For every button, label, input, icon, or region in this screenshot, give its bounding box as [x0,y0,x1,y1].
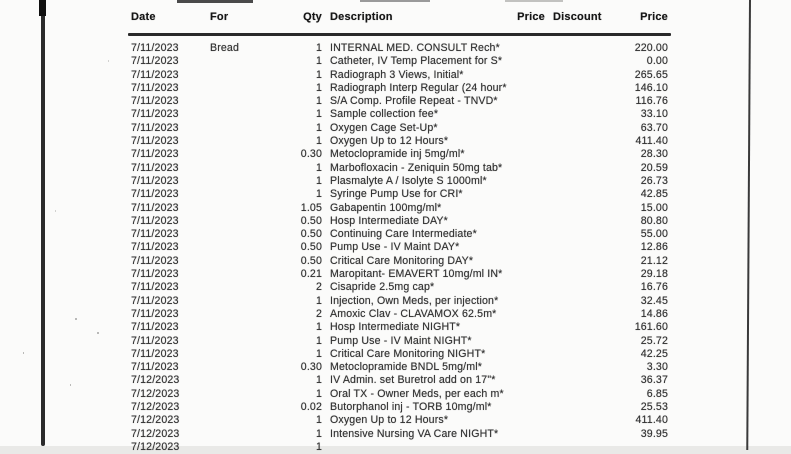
table-header-row [0,11,791,25]
row-description: Maropitant- EMAVERT 10mg/ml IN* [330,268,503,281]
row-qty: 0.30 [300,148,322,161]
row-qty: 1 [315,95,322,108]
row-description: Syringe Pump Use for CRI* [330,188,463,201]
row-price: 116.76 [635,95,668,108]
row-qty: 1 [315,321,322,334]
row-date: 7/11/2023 [131,241,179,254]
row-qty: 1.05 [300,201,322,214]
row-description: INTERNAL MED. CONSULT Rech* [330,42,500,54]
row-price: 265.65 [634,68,668,81]
row-qty: 1 [315,121,322,134]
row-qty: 1 [315,188,322,201]
row-price: 3.30 [646,361,668,374]
table-row [0,95,791,108]
row-date: 7/11/2023 [131,55,179,68]
row-date: 7/12/2023 [131,427,180,440]
row-description: Injection, Own Meds, per injection* [330,294,499,307]
row-date: 7/12/2023 [131,440,180,453]
row-date: 7/11/2023 [131,68,179,81]
row-price: 12.86 [640,241,668,254]
table-row [0,82,791,95]
row-qty: 1 [315,374,322,387]
row-description: Plasmalyte A / Isolyte S 1000ml* [330,174,487,187]
row-qty: 1 [315,347,322,360]
row-date: 7/11/2023 [131,334,179,347]
table-row [0,281,791,294]
row-description: Cisapride 2.5mg cap* [330,281,435,294]
row-qty: 1 [315,334,322,347]
row-qty: 0.30 [300,361,322,374]
row-date: 7/11/2023 [131,81,179,94]
table-row [0,414,791,427]
row-price: 20.59 [640,161,668,174]
row-price: 63.70 [640,121,668,134]
row-qty: 1 [315,174,322,187]
row-description: IV Admin. set Buretrol add on 17"* [330,374,496,387]
row-qty: 1 [315,414,322,427]
scan-top-artifact [360,0,430,2]
row-description: Sample collection fee* [330,108,439,121]
table-row [0,162,791,175]
row-description: Critical Care Monitoring DAY* [330,254,474,267]
row-description: Oxygen Cage Set-Up* [330,121,438,134]
row-price: 161.60 [634,321,668,334]
row-description: Hosp Intermediate DAY* [330,214,448,227]
row-qty: 2 [315,307,322,320]
table-row [0,401,791,414]
column-header-discount: Discount [553,11,602,23]
row-qty: 0.02 [300,401,322,414]
table-row [0,135,791,148]
row-description: Butorphanol inj - TORB 10mg/ml* [330,401,492,414]
table-row [0,108,791,121]
column-header-description: Description [330,11,393,23]
row-date: 7/12/2023 [131,374,180,387]
column-header-for: For [210,11,229,23]
row-date: 7/11/2023 [131,161,179,174]
scan-top-artifact [505,0,563,2]
row-qty: 1 [315,108,322,121]
row-description: Gabapentin 100mg/ml* [330,201,442,214]
table-row [0,122,791,135]
row-qty: 0.50 [300,228,322,241]
row-date: 7/11/2023 [131,228,179,241]
row-description: Radiograph Interp Regular (24 hour* [330,81,507,94]
row-qty: 0.21 [300,268,322,281]
row-description: Oral TX - Owner Meds, per each m* [330,387,504,400]
scan-top-artifact [177,0,253,3]
row-description: Radiograph 3 Views, Initial* [330,68,464,81]
row-description: S/A Comp. Profile Repeat - TNVD* [330,95,498,108]
table-row [0,361,791,374]
table-row [0,295,791,308]
row-description: Hosp Intermediate NIGHT* [330,321,461,334]
table-row [0,42,791,55]
row-date: 7/11/2023 [131,188,179,201]
row-qty: 0.50 [300,254,322,267]
row-description: Metoclopramide BNDL 5mg/ml* [330,361,483,374]
row-price: 146.10 [634,81,668,94]
table-row [0,428,791,441]
row-qty: 1 [315,42,322,54]
row-date: 7/11/2023 [131,307,179,320]
table-row-partial [0,441,791,454]
table-row [0,348,791,361]
table-row [0,175,791,188]
row-description: Oxygen Up to 12 Hours* [330,135,449,148]
table-row [0,374,791,387]
table-row [0,268,791,281]
table-row [0,228,791,241]
row-price: 16.76 [640,281,668,294]
row-description: Amoxic Clav - CLAVAMOX 62.5m* [330,307,497,320]
table-row [0,308,791,321]
row-date: 7/11/2023 [131,42,179,54]
row-price: 42.85 [640,188,668,201]
row-price: 55.00 [640,228,668,241]
row-price: 80.80 [640,214,668,227]
row-date: 7/11/2023 [131,254,179,267]
row-price: 26.73 [640,174,668,187]
row-description: Continuing Care Intermediate* [330,228,477,241]
table-row [0,335,791,348]
column-header-price: Price [517,11,545,23]
row-date: 7/11/2023 [131,201,179,214]
row-price: 411.40 [635,414,668,427]
header-underline [128,33,671,36]
row-date: 7/11/2023 [131,148,179,161]
row-price: 39.95 [640,427,668,440]
row-qty: 1 [315,440,322,453]
table-row [0,388,791,401]
table-row [0,255,791,268]
row-price: 28.30 [640,148,668,161]
row-date: 7/11/2023 [131,174,179,187]
row-date: 7/11/2023 [131,121,179,134]
row-price: 0.00 [646,55,668,68]
row-qty: 2 [315,281,322,294]
row-qty: 1 [315,387,322,400]
row-price: 21.12 [640,254,668,267]
row-date: 7/11/2023 [131,281,179,294]
row-qty: 1 [315,135,322,148]
row-qty: 1 [315,161,322,174]
row-price: 32.45 [640,294,668,307]
row-qty: 1 [315,81,322,94]
column-header-qty: Qty [303,11,322,23]
row-description: Marbofloxacin - Zeniquin 50mg tab* [330,161,503,174]
row-price: 220.00 [634,42,668,54]
table-row [0,55,791,68]
row-description: Intensive Nursing VA Care NIGHT* [330,427,499,440]
row-date: 7/11/2023 [131,268,179,281]
row-qty: 1 [315,68,322,81]
row-description: Catheter, IV Temp Placement for S* [330,55,503,68]
row-description: Oxygen Up to 12 Hours* [330,414,449,427]
row-price: 15.00 [640,201,668,214]
row-for: Bread [210,42,240,54]
row-date: 7/11/2023 [131,347,179,360]
column-header-date: Date [131,11,156,23]
table-row [0,148,791,161]
row-description: Critical Care Monitoring NIGHT* [330,347,486,360]
row-date: 7/11/2023 [131,294,179,307]
row-date: 7/11/2023 [131,214,179,227]
row-date: 7/11/2023 [131,108,179,121]
row-description: Pump Use - IV Maint NIGHT* [330,334,472,347]
row-price: 36.37 [640,374,668,387]
row-qty: 1 [315,294,322,307]
row-date: 7/12/2023 [131,387,180,400]
row-date: 7/11/2023 [131,135,179,148]
table-row [0,321,791,334]
row-price: 25.53 [640,401,668,414]
row-description: Pump Use - IV Maint DAY* [330,241,460,254]
row-price: 25.72 [640,334,668,347]
table-row [0,188,791,201]
row-qty: 1 [315,427,322,440]
row-price: 33.10 [640,108,668,121]
row-date: 7/12/2023 [131,414,180,427]
column-header-price-total: Price [640,11,668,23]
invoice-line-items [0,42,791,454]
table-row [0,215,791,228]
row-qty: 0.50 [300,214,322,227]
row-date: 7/12/2023 [131,401,180,414]
row-date: 7/11/2023 [131,95,179,108]
row-price: 6.85 [646,387,668,400]
row-price: 29.18 [640,268,668,281]
row-price: 411.40 [635,135,668,148]
row-description: Metoclopramide inj 5mg/ml* [330,148,465,161]
row-date: 7/11/2023 [131,361,179,374]
row-qty: 0.50 [300,241,322,254]
row-date: 7/11/2023 [131,321,179,334]
row-price: 14.86 [640,307,668,320]
table-row [0,69,791,82]
row-price: 42.25 [640,347,668,360]
row-qty: 1 [315,55,322,68]
table-row [0,202,791,215]
table-row [0,241,791,254]
